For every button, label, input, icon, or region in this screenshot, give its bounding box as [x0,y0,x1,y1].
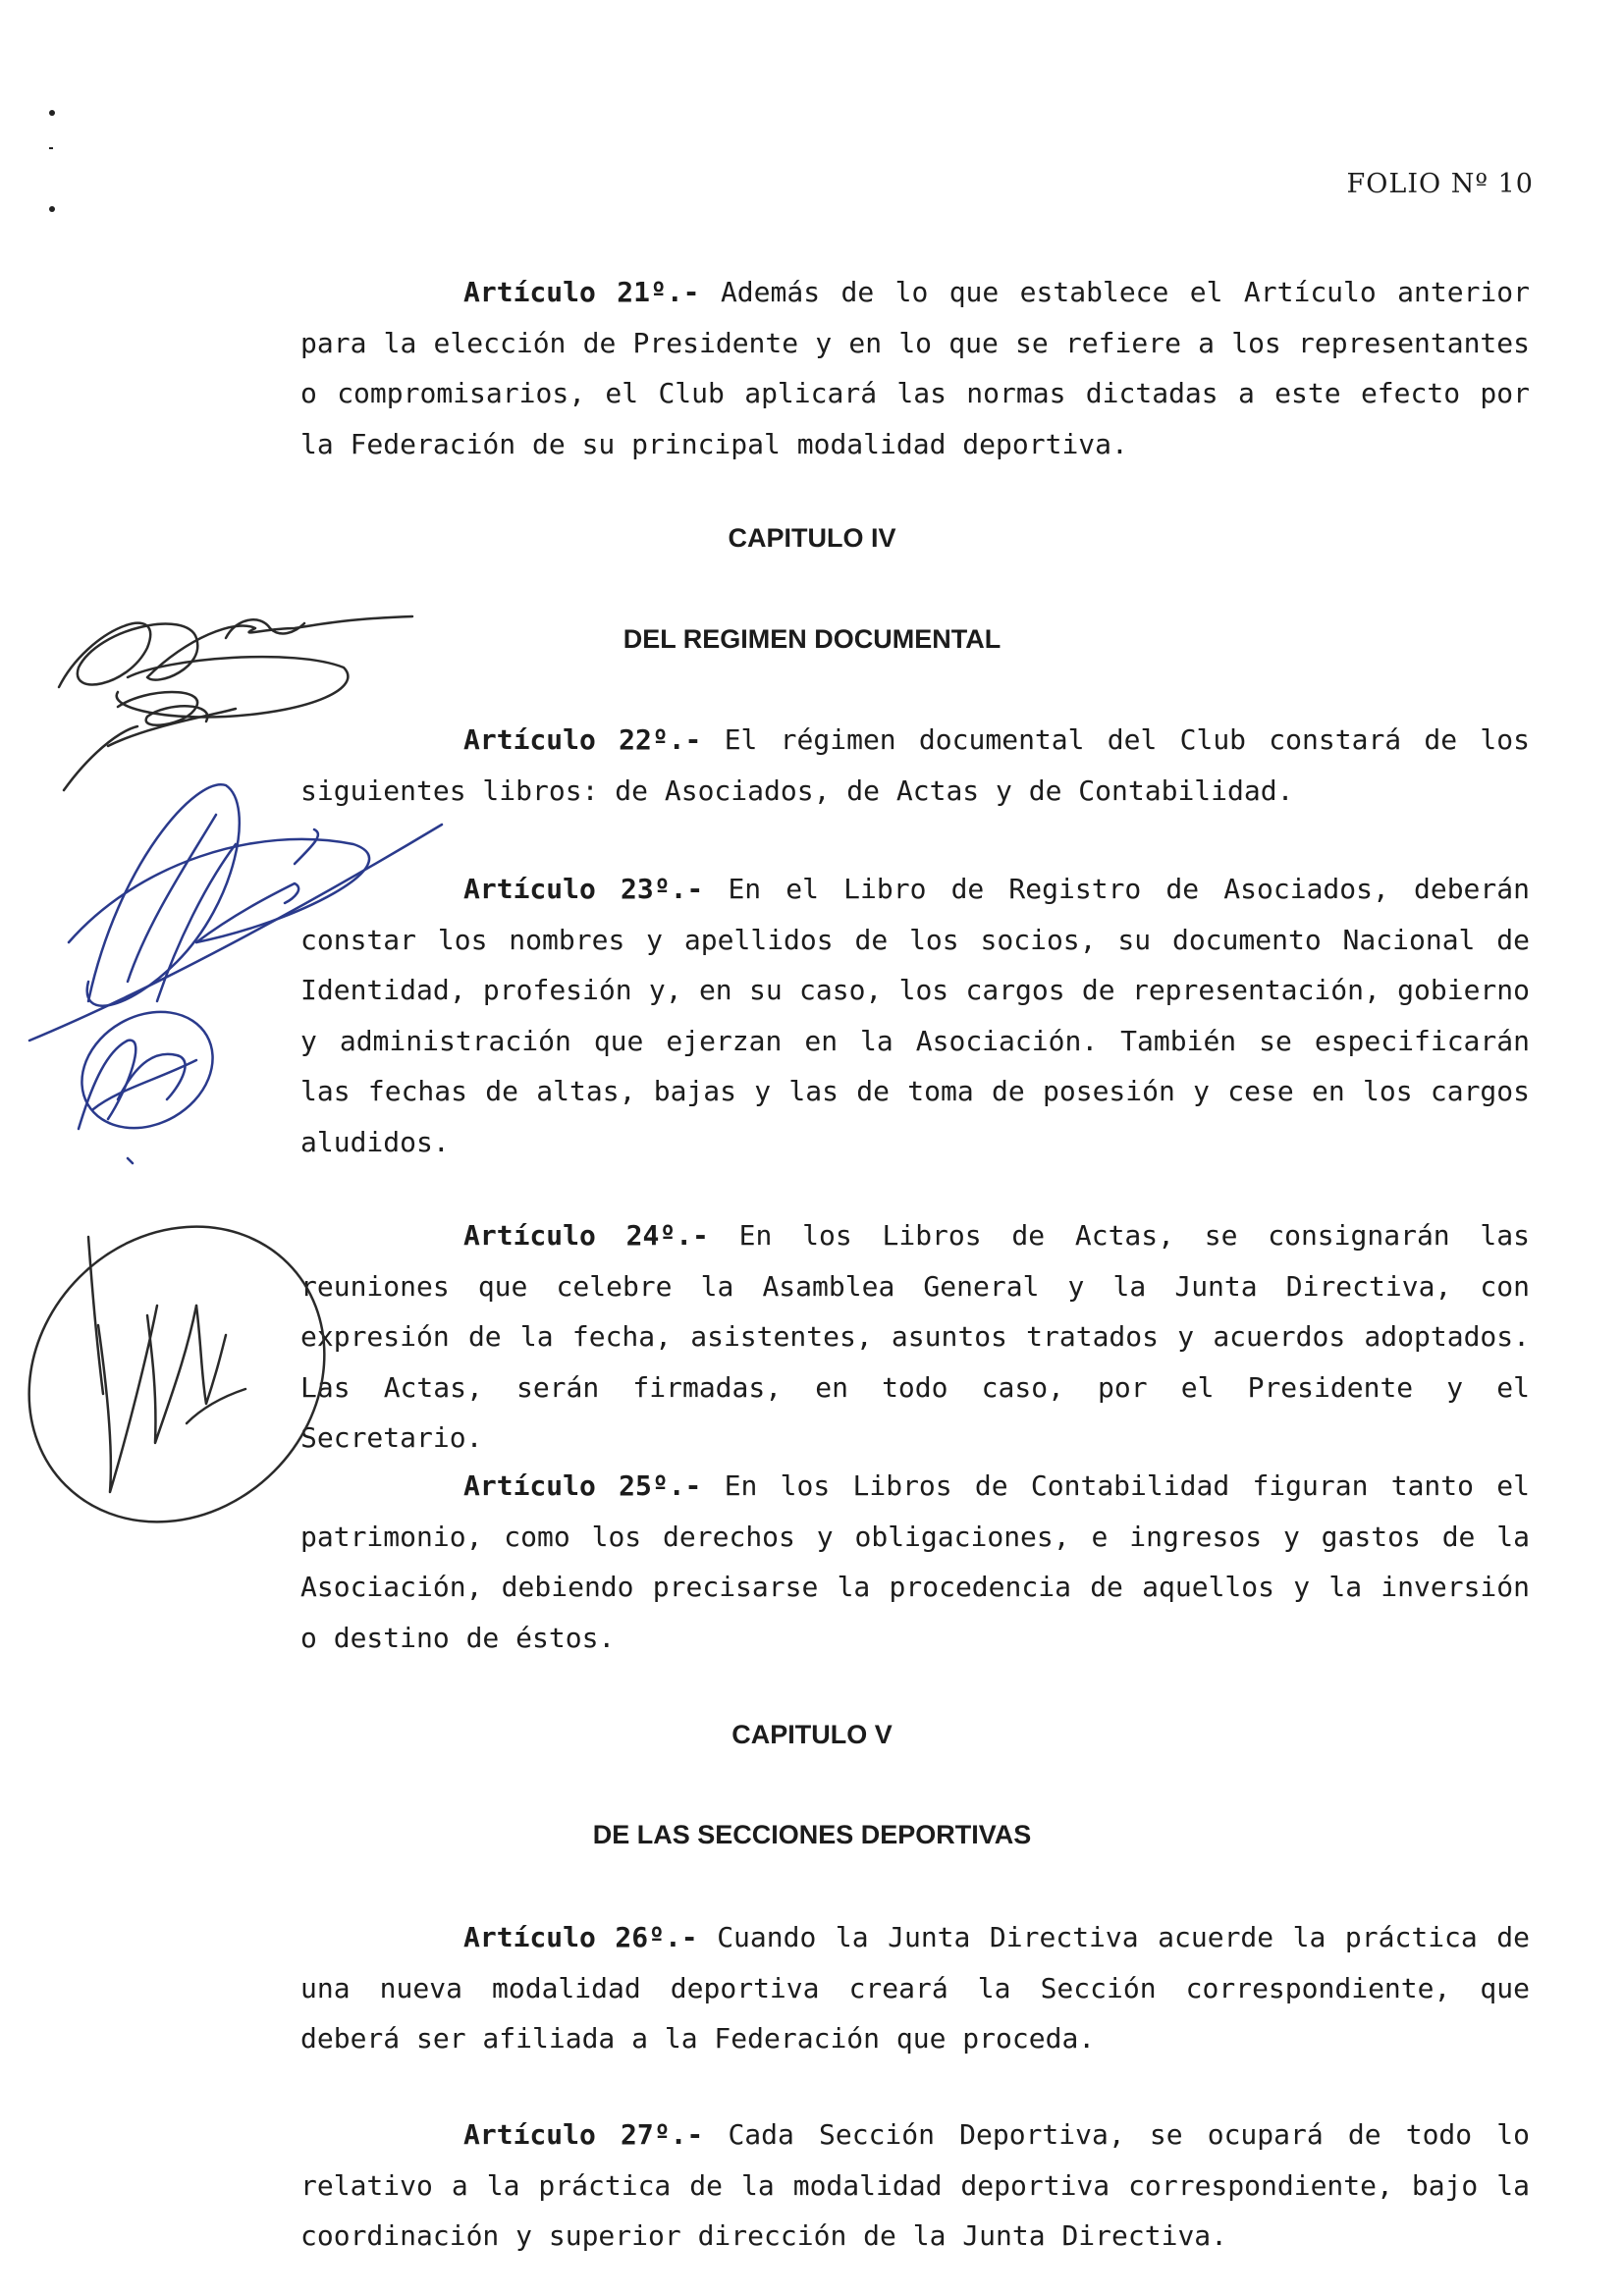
chapter-title: CAPITULO IV [728,523,896,553]
signature-3 [61,988,234,1163]
article-27 [300,2109,1530,2262]
article-text: Cada Sección Deportiva, se ocupará de todo lo relativo a la práctica de la modalidad deportiva correspondiente, bajo la coordinación y superior dirección de la Junta Directiva. [300,2118,1530,2252]
article-text: Además de lo que establece el Artículo anterior para la elección de Presidente y en lo que se refiere a los representantes o compromisarios, el Club aplicará las normas dictadas a este efecto por la Federación de su principal modalidad deportiva. [300,276,1530,460]
article-text: En el Libro de Registro de Asociados, deberán constar los nombres y apellidos de los socios, su documento Nacional de Identidad, profesión y, en su caso, los cargos de representación, gobierno y administración que ejerzan en la Asociación. También se especificarán las fechas de altas, bajas y las de toma de posesión y cese en los cargos aludidos. [300,873,1530,1158]
article-label: Artículo 22º.- [463,723,702,756]
article-text: Cuando la Junta Directiva acuerde la práctica de una nueva modalidad deportiva creará la Sección correspondiente, que deberá ser afiliada a la Federación que proceda. [300,1921,1531,2055]
chapter-title: CAPITULO V [731,1720,893,1749]
article-label: Artículo 23º.- [463,873,704,905]
article-26 [300,1912,1530,2064]
article-text: El régimen documental del Club constará de los siguientes libros: de Asociados, de Actas y de Contabilidad. [300,723,1530,807]
article-label: Artículo 27º.- [463,2118,704,2151]
article-22 [300,715,1530,816]
article-text: En los Libros de Actas, se consignarán las reuniones que celebre la Asamblea General y la Junta Directiva, con expresión de la fecha, asistentes, asuntos tratados y acuerdos adoptados. Las Actas, serán firmadas, en todo caso, por el Presidente y el Secretario. [300,1219,1530,1454]
article-label: Artículo 25º.- [463,1469,702,1502]
chapter-subtitle: DE LAS SECCIONES DEPORTIVAS [592,1820,1032,1849]
article-label: Artículo 24º.- [463,1219,709,1252]
article-21 [300,267,1530,469]
article-24 [300,1210,1530,1464]
article-label: Artículo 26º.- [463,1921,698,1953]
article-text: En los Libros de Contabilidad figuran tanto el patrimonio, como los derechos y obligaciones, e ingresos y gastos de la Asociación, debiendo precisarse la procedencia de aquellos y la inversión o destino de éstos. [300,1469,1530,1654]
article-label: Artículo 21º.- [463,276,700,308]
margin-mark [49,110,55,116]
article-23 [300,864,1530,1167]
margin-mark [49,147,53,149]
chapter-subtitle: DEL REGIMEN DOCUMENTAL [623,624,1001,654]
margin-mark [49,206,55,212]
article-25 [300,1461,1530,1663]
folio-number: FOLIO Nº 10 [1346,169,1534,199]
